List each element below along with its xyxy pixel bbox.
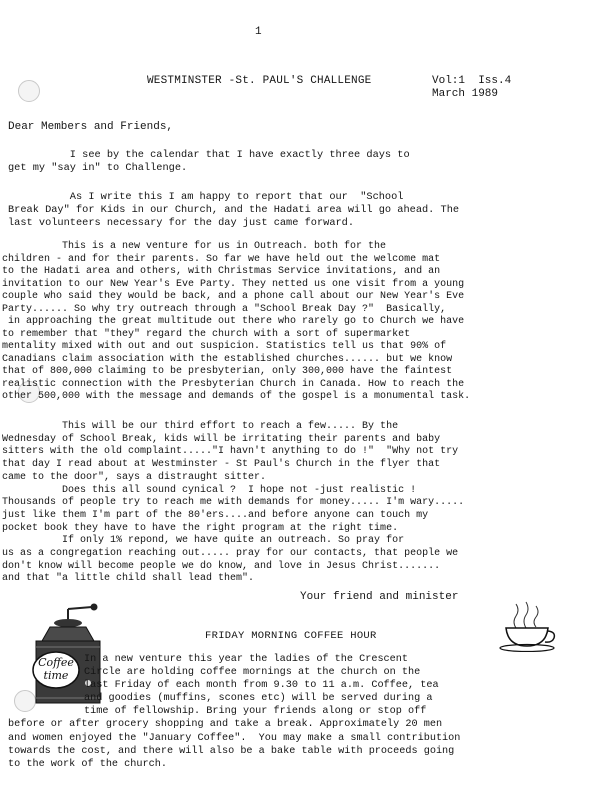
grinder-label-time: time	[43, 669, 69, 682]
paragraph-line: I see by the calendar that I have exactly three days to	[8, 149, 410, 161]
paragraph-line: to the work of the church.	[8, 758, 167, 770]
volume-issue: Vol:1 Iss.4	[432, 75, 512, 87]
paragraph-line: before or after grocery shopping and take a break. Approximately 20 men	[8, 719, 443, 731]
paragraph-line: other 500,000 with the message and demands of the gospel is a monumental task.	[2, 391, 471, 402]
paragraph-coffee-hour	[8, 653, 460, 771]
paragraph-line: invitation to our New Year's Eve Party. They netted us one visit from a young	[2, 278, 465, 290]
paragraph-third-effort	[2, 421, 464, 586]
paragraph-line: to remember that "they" regard the church with a sort of supermarket	[2, 328, 411, 340]
paragraph-line: sitters with the old complaint....."I havn't anything to do !" "Why not try	[2, 446, 459, 458]
paragraph-line: children - and for their parents. So far we have held out the welcome mat	[2, 253, 441, 265]
paragraph-line: us as a congregation reaching out..... pray for our contacts, that people we	[2, 548, 459, 560]
paragraph-line: mentality mixed with out and out suspicion. Statistics tell us that 90% of	[2, 341, 447, 352]
grinder-label-coffee: Coffee	[38, 656, 74, 669]
coffee-hour-title: FRIDAY MORNING COFFEE HOUR	[205, 630, 377, 642]
paragraph-line: last Friday of each month from 9.30 to 11 a.m. Coffee, tea	[84, 680, 439, 692]
paragraph-line: last volunteers necessary for the day just came forward.	[8, 217, 355, 230]
issue-date: March 1989	[432, 88, 499, 100]
issue-info	[432, 75, 511, 101]
paragraph-line: towards the cost, and there will also be a bake table with proceeds going	[8, 745, 455, 757]
paragraph-line: couple who said they would be back, and a phone call about our New Year's Eve	[2, 291, 465, 302]
paragraph-line: This is a new venture for us in Outreach. both for the	[2, 241, 387, 252]
paragraph-calendar	[8, 149, 410, 175]
paragraph-school-break	[8, 191, 459, 231]
paragraph-line: Does this all sound cynical ? I hope not -just realistic !	[2, 484, 417, 496]
paragraph-line: time of fellowship. Bring your friends along or stop off	[84, 706, 427, 718]
paragraph-line: realistic connection with the Presbyterian Church in Canada. How to reach the	[2, 378, 465, 390]
paragraph-line: and women enjoyed the "January Coffee". You may make a small contribution	[8, 732, 461, 744]
paragraph-line: came to the door", says a distraught sitter.	[2, 471, 267, 483]
paragraph-line: that day I read about at Westminster - St Paul's Church in the flyer that	[2, 459, 441, 471]
paragraph-line: Circle are holding coffee mornings at the church on the	[84, 667, 421, 679]
paragraph-line: Party...... So why try outreach through a "School Break Day ?" Basically,	[2, 303, 447, 315]
paragraph-line: In a new venture this year the ladies of the Crescent	[84, 654, 409, 665]
paragraph-line: Wednesday of School Break, kids will be irritating their parents and baby	[2, 433, 441, 445]
paragraph-line: get my "say in" to Challenge.	[8, 162, 188, 175]
paragraph-line: As I write this I am happy to report that our "School	[8, 191, 404, 203]
page-number: 1	[255, 26, 262, 38]
punch-hole-top	[18, 80, 40, 102]
paragraph-line: If only 1% repond, we have quite an outreach. So pray for	[2, 535, 405, 547]
paragraph-line: and that "a little child shall lead them".	[2, 573, 255, 585]
paragraph-line: that of 800,000 claiming to be presbyterian, only 300,000 have the faintest	[2, 366, 453, 377]
paragraph-line: Thousands of people try to reach me with demands for money..... I'm wary.....	[2, 497, 465, 509]
paragraph-line: in approaching the great multitude out there who rarely go to Church we have	[2, 316, 465, 327]
paragraph-line: This will be our third effort to reach a few..... By the	[2, 421, 399, 432]
paragraph-line: pocket book they have to have the right program at the right time.	[2, 522, 399, 534]
paragraph-line: just like them I'm part of the 80'ers....and before anyone can touch my	[2, 509, 429, 521]
coffee-cup-illustration	[494, 600, 558, 652]
paragraph-line: Canadians claim association with the established churches...... but we know	[2, 353, 453, 365]
paragraph-line: and goodies (muffins, scones etc) will be served during a	[84, 693, 433, 705]
paragraph-outreach	[2, 241, 470, 404]
signoff: Your friend and minister	[300, 591, 459, 603]
paragraph-line: don't know will become people we do know, and love in Jesus Christ.......	[2, 560, 441, 572]
paragraph-line: to the Hadati area and others, with Christmas Service invitations, and an	[2, 266, 441, 277]
salutation: Dear Members and Friends,	[8, 121, 174, 133]
newsletter-title: WESTMINSTER -St. PAUL'S CHALLENGE	[147, 75, 372, 87]
paragraph-line: Break Day" for Kids in our Church, and the Hadati area will go ahead. The	[8, 204, 460, 217]
